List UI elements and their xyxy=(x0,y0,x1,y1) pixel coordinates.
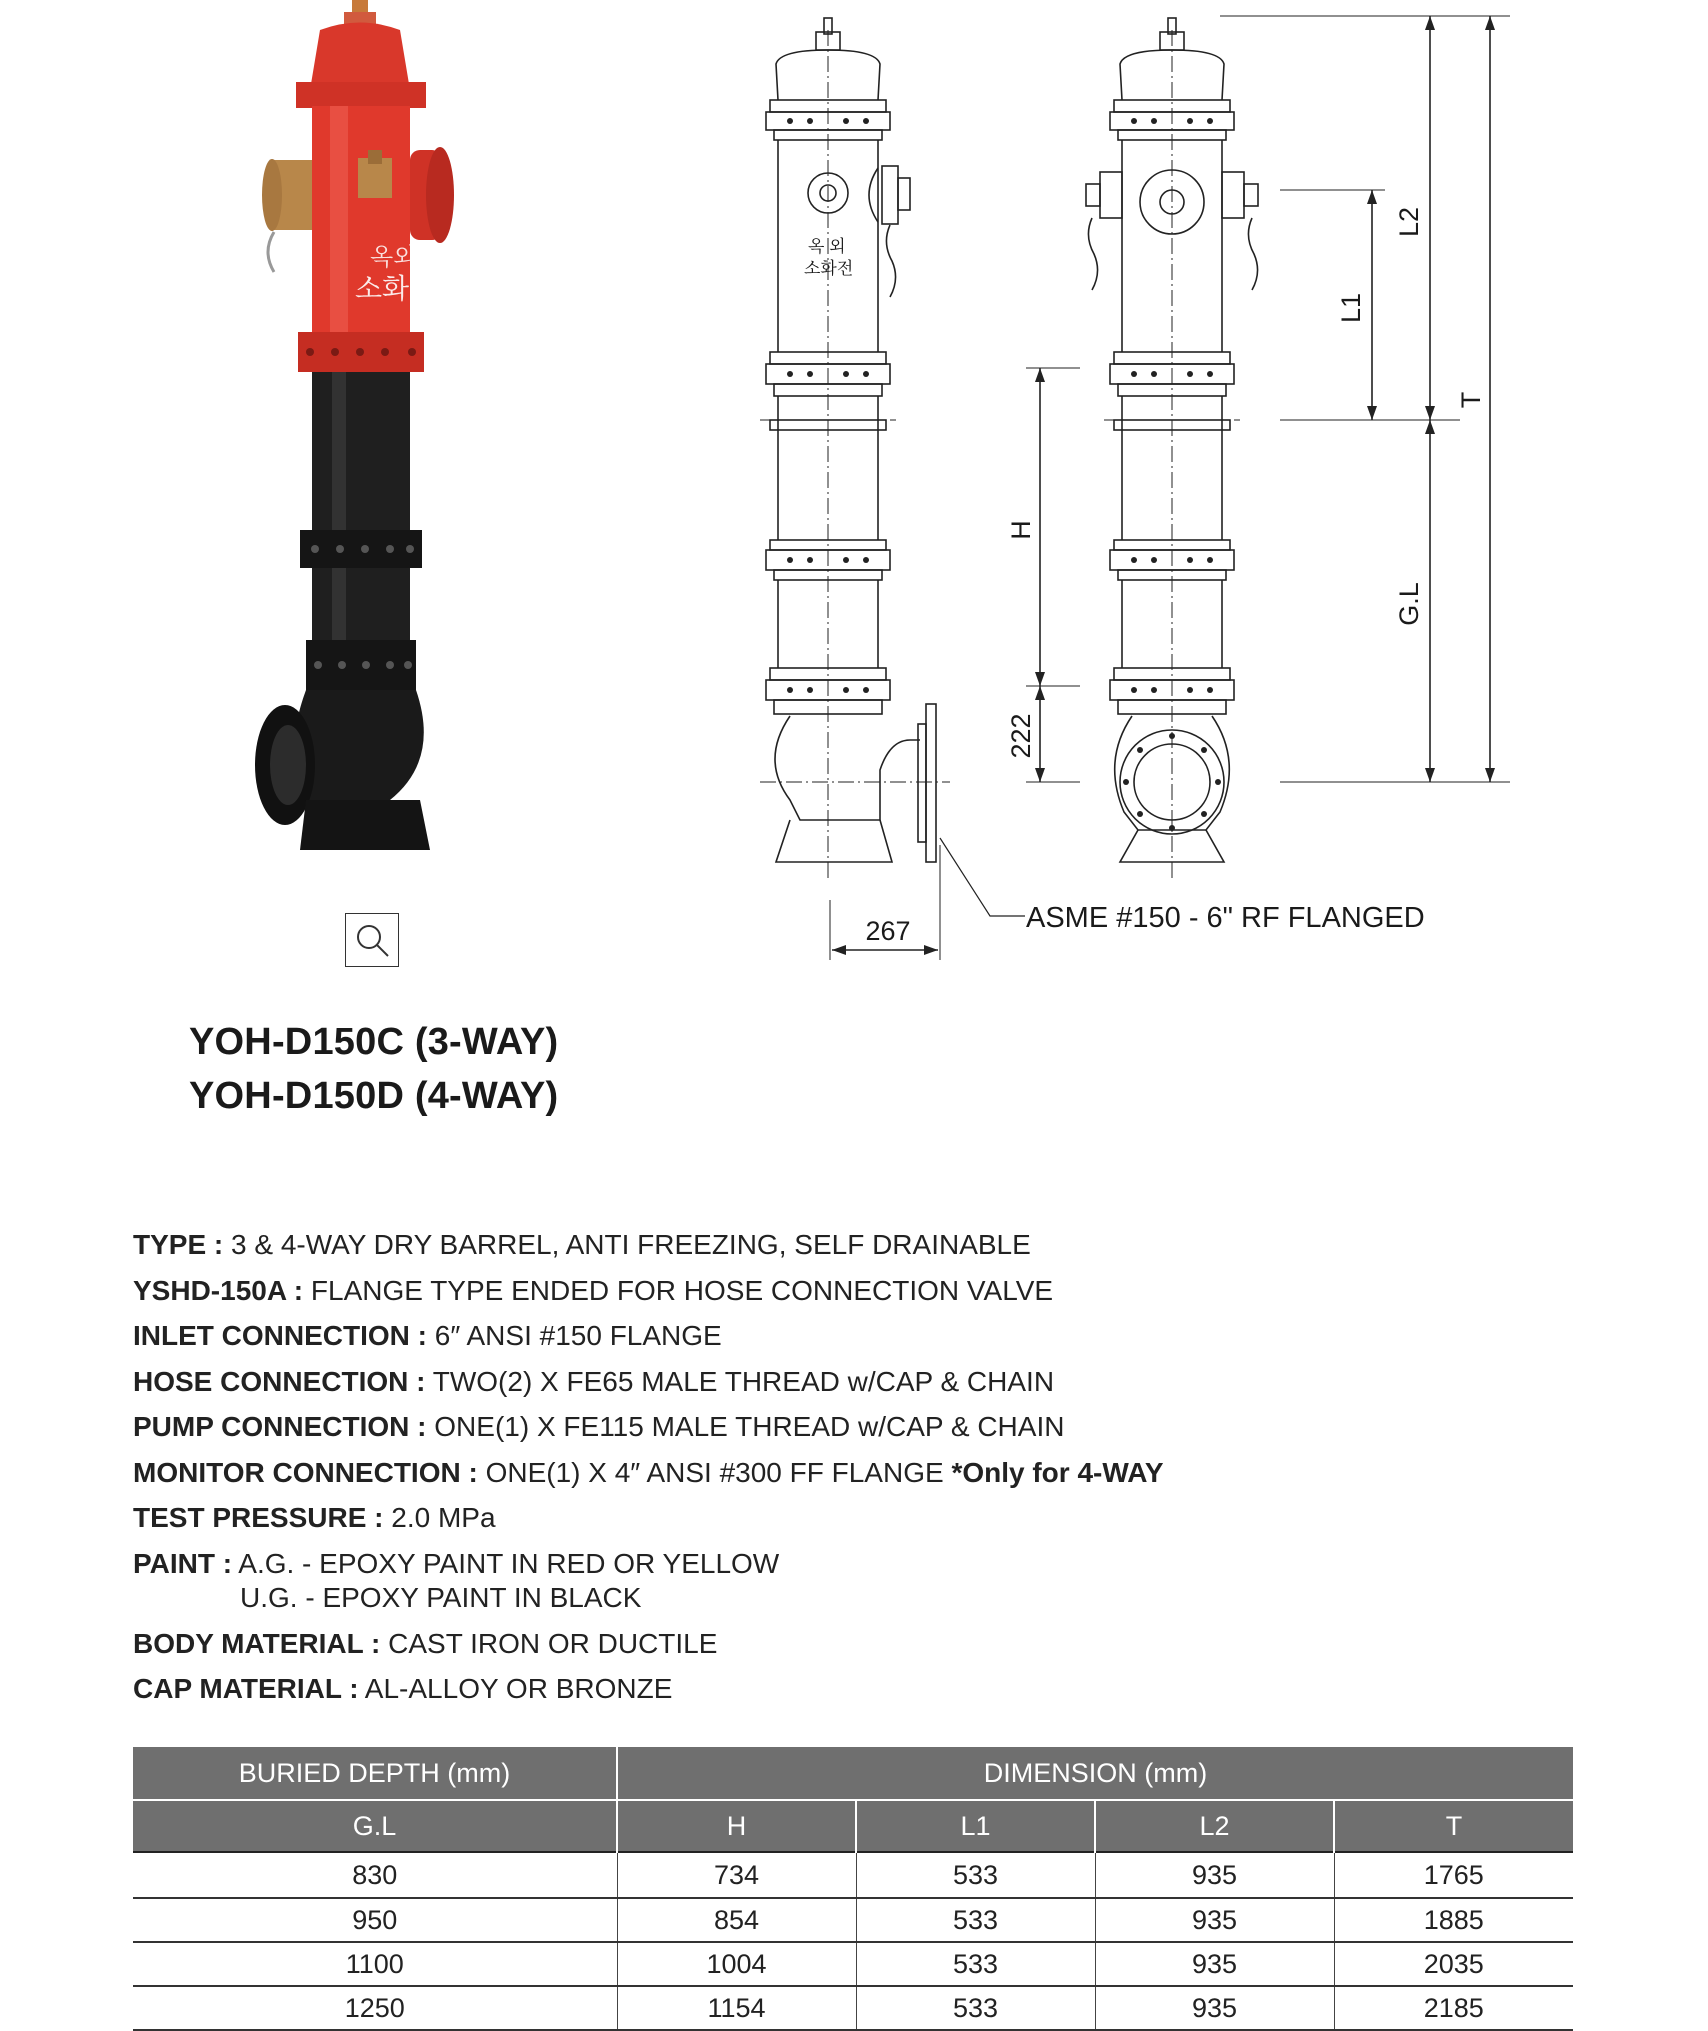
dim-267-label: 267 xyxy=(865,916,911,946)
table-row xyxy=(133,1852,1573,1898)
column-gl: G.L xyxy=(133,1800,617,1852)
spec-body xyxy=(133,1621,1164,1667)
cell: 2035 xyxy=(1334,1942,1573,1986)
dim-gl-label: G.L xyxy=(1394,582,1424,626)
spec-value: AL-ALLOY OR BRONZE xyxy=(358,1673,673,1704)
spec-note: *Only for 4-WAY xyxy=(951,1456,1164,1488)
cell: 830 xyxy=(133,1852,617,1898)
header-buried-depth: BURIED DEPTH (mm) xyxy=(133,1747,617,1800)
spec-key: PUMP CONNECTION : xyxy=(133,1411,427,1442)
flange-note: ASME #150 - 6" RF FLANGED xyxy=(1026,902,1425,934)
cell: 734 xyxy=(617,1852,856,1898)
cell: 1100 xyxy=(133,1942,617,1986)
cell: 2185 xyxy=(1334,1986,1573,2030)
drawing-label-a: 옥 외 xyxy=(808,237,846,256)
cell: 533 xyxy=(856,1942,1095,1986)
column-t: T xyxy=(1334,1800,1573,1852)
spec-list xyxy=(133,1222,1164,1712)
spec-value: ONE(1) X FE115 MALE THREAD w/CAP & CHAIN xyxy=(426,1411,1065,1442)
cell: 1004 xyxy=(617,1942,856,1986)
technical-drawing xyxy=(740,0,1620,990)
drawing-label-b: 소화전 xyxy=(804,259,854,278)
photo-label-a: 옥외 xyxy=(370,243,417,271)
column-l2: L2 xyxy=(1095,1800,1334,1852)
dim-l1-label: L1 xyxy=(1336,292,1366,324)
spec-key: MONITOR CONNECTION : xyxy=(133,1456,478,1488)
zoom-button[interactable] xyxy=(345,913,399,967)
spec-value: 6″ ANSI #150 FLANGE xyxy=(427,1320,722,1351)
model-4way: YOH-D150D (4-WAY) xyxy=(189,1075,559,1117)
spec-monitor xyxy=(133,1450,1164,1496)
cell: 950 xyxy=(133,1898,617,1942)
photo-label-b: 소화전 xyxy=(355,272,437,305)
spec-inlet xyxy=(133,1313,1164,1359)
cell: 935 xyxy=(1095,1986,1334,2030)
cell: 1154 xyxy=(617,1986,856,2030)
spec-key: YSHD-150A : xyxy=(133,1274,304,1306)
column-l1: L1 xyxy=(856,1800,1095,1852)
spec-value: 3 & 4-WAY DRY BARREL, ANTI FREEZING, SELF DRAINABLE xyxy=(223,1229,1031,1260)
spec-key: HOSE CONNECTION : xyxy=(133,1365,426,1397)
table-row xyxy=(133,1898,1573,1942)
spec-type xyxy=(133,1222,1164,1268)
cell: 1765 xyxy=(1334,1852,1573,1898)
spec-yshd xyxy=(133,1268,1164,1314)
spec-key: PAINT : xyxy=(133,1547,233,1579)
spec-value: ONE(1) X 4″ ANSI #300 FF FLANGE xyxy=(477,1456,952,1488)
spec-key: BODY MATERIAL : xyxy=(133,1627,381,1659)
cell: 854 xyxy=(617,1898,856,1942)
spec-test xyxy=(133,1495,1164,1541)
model-names xyxy=(189,1015,558,1123)
spec-value: CAST IRON OR DUCTILE xyxy=(380,1627,718,1659)
dim-h-label: H xyxy=(1006,520,1036,540)
cell: 533 xyxy=(856,1986,1095,2030)
spec-value: TWO(2) X FE65 MALE THREAD w/CAP & CHAIN xyxy=(425,1365,1055,1397)
hydrant-photo xyxy=(240,0,490,860)
spec-key: TYPE : xyxy=(133,1229,224,1260)
dim-l2-label: L2 xyxy=(1394,206,1424,238)
spec-value: 2.0 MPa xyxy=(383,1502,496,1533)
dim-t-label: T xyxy=(1456,391,1486,409)
table-row xyxy=(133,1942,1573,1986)
spec-value: A.G. - EPOXY PAINT IN RED OR YELLOW xyxy=(232,1547,780,1579)
cell: 533 xyxy=(856,1852,1095,1898)
cell: 935 xyxy=(1095,1898,1334,1942)
cell: 935 xyxy=(1095,1942,1334,1986)
cell: 1250 xyxy=(133,1986,617,2030)
header-dimension: DIMENSION (mm) xyxy=(617,1747,1573,1800)
model-3way: YOH-D150C (3-WAY) xyxy=(189,1021,559,1063)
spec-value-2: U.G. - EPOXY PAINT IN BLACK xyxy=(240,1581,642,1613)
spec-key: INLET CONNECTION : xyxy=(133,1320,427,1351)
spec-value: FLANGE TYPE ENDED FOR HOSE CONNECTION VALVE xyxy=(303,1274,1054,1306)
column-h: H xyxy=(617,1800,856,1852)
dim-222-label: 222 xyxy=(1006,713,1036,759)
table-row xyxy=(133,1986,1573,2030)
spec-key: TEST PRESSURE : xyxy=(133,1502,384,1533)
spec-pump xyxy=(133,1404,1164,1450)
cell: 1885 xyxy=(1334,1898,1573,1942)
spec-paint xyxy=(133,1541,1164,1621)
spec-hose xyxy=(133,1359,1164,1405)
magnifier-icon xyxy=(346,914,400,968)
spec-key: CAP MATERIAL : xyxy=(133,1673,359,1704)
cell: 533 xyxy=(856,1898,1095,1942)
cell: 935 xyxy=(1095,1852,1334,1898)
spec-cap xyxy=(133,1666,1164,1712)
dimension-table xyxy=(133,1747,1573,2031)
